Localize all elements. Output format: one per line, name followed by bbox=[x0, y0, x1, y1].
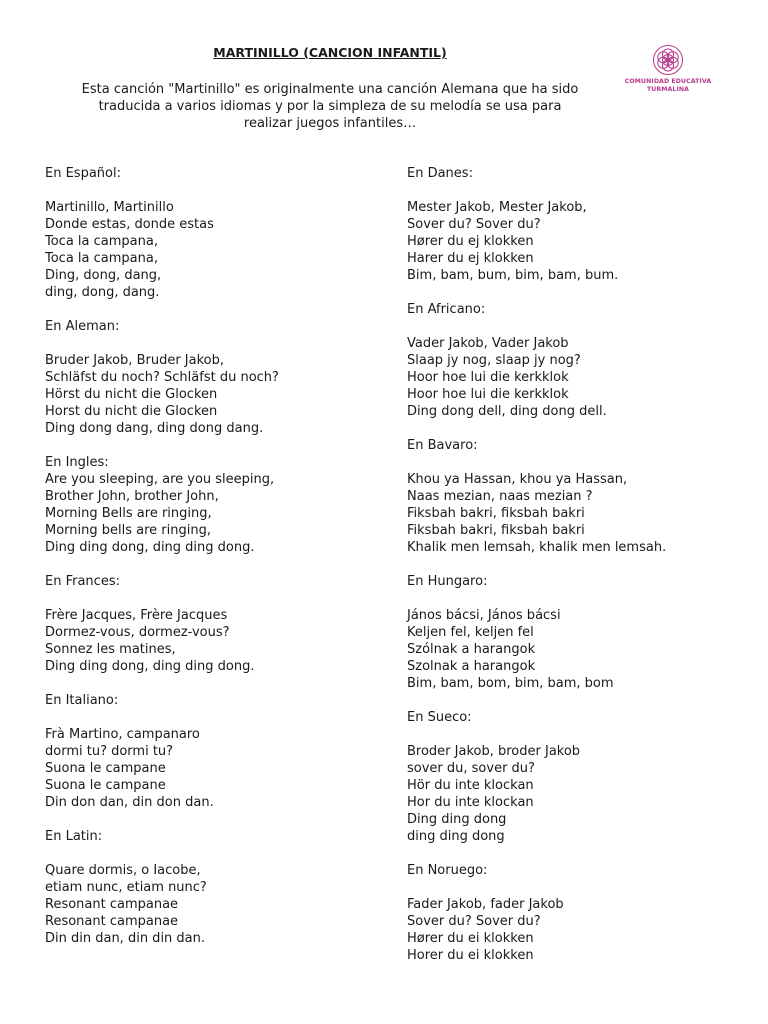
section-heading: En Danes: bbox=[407, 166, 473, 181]
lyric-line: Slaap jy nog, slaap jy nog? bbox=[407, 353, 581, 368]
lyric-line: Ding dong dell, ding dong dell. bbox=[407, 404, 607, 419]
section-heading: En Frances: bbox=[45, 574, 120, 589]
section-heading: En Español: bbox=[45, 166, 121, 181]
song-section bbox=[407, 165, 747, 301]
lyric-line: Khou ya Hassan, khou ya Hassan, bbox=[407, 472, 628, 487]
section-heading: En Africano: bbox=[407, 302, 486, 317]
section-heading: En Sueco: bbox=[407, 710, 472, 725]
logo-line-1: COMUNIDAD EDUCATIVA bbox=[624, 78, 712, 85]
lyric-line: Sonnez les matines, bbox=[45, 642, 176, 657]
lyric-line: ding, dong, dang. bbox=[45, 285, 160, 300]
section-heading: En Ingles: bbox=[45, 455, 109, 470]
lyric-line: Toca la campana, bbox=[45, 234, 158, 249]
page-title: MARTINILLO (CANCION INFANTIL) bbox=[213, 45, 447, 60]
song-section bbox=[407, 709, 747, 862]
spacer bbox=[407, 726, 747, 743]
lyric-line: Frère Jacques, Frère Jacques bbox=[45, 608, 228, 623]
right-column bbox=[407, 165, 747, 964]
spacer bbox=[407, 420, 747, 437]
lyric-line: Fader Jakob, fader Jakob bbox=[407, 897, 564, 912]
song-section bbox=[407, 437, 747, 573]
spacer bbox=[407, 284, 747, 301]
lyric-line: Morning Bells are ringing, bbox=[45, 506, 212, 521]
spacer bbox=[407, 454, 747, 471]
lyric-line: Hörst du nicht die Glocken bbox=[45, 387, 218, 402]
spacer bbox=[45, 845, 385, 862]
lyric-line: Horer du ei klokken bbox=[407, 948, 534, 963]
lyric-line: Khalik men lemsah, khalik men lemsah. bbox=[407, 540, 667, 555]
spacer bbox=[407, 879, 747, 896]
lyric-line: Bim, bam, bom, bim, bam, bom bbox=[407, 676, 614, 691]
lyric-line: Horst du nicht die Glocken bbox=[45, 404, 218, 419]
lyric-line: Schläfst du noch? Schläfst du noch? bbox=[45, 370, 279, 385]
song-section bbox=[407, 573, 747, 709]
song-section bbox=[45, 828, 385, 947]
song-section bbox=[407, 862, 747, 964]
lyric-line: Suona le campane bbox=[45, 761, 166, 776]
lyric-line: János bácsi, János bácsi bbox=[407, 608, 561, 623]
lyric-line: Bruder Jakob, Bruder Jakob, bbox=[45, 353, 224, 368]
spacer bbox=[407, 590, 747, 607]
flower-of-life-icon bbox=[652, 44, 684, 76]
spacer bbox=[45, 675, 385, 692]
song-section bbox=[45, 165, 385, 318]
lyric-line: Are you sleeping, are you sleeping, bbox=[45, 472, 275, 487]
lyric-line: Brother John, brother John, bbox=[45, 489, 219, 504]
lyric-line: Hoor hoe lui die kerkklok bbox=[407, 387, 569, 402]
logo bbox=[618, 44, 718, 94]
lyric-line: Hører du ei klokken bbox=[407, 931, 534, 946]
song-section bbox=[45, 318, 385, 454]
section-heading: En Bavaro: bbox=[407, 438, 478, 453]
spacer bbox=[45, 709, 385, 726]
lyric-line: Vader Jakob, Vader Jakob bbox=[407, 336, 569, 351]
spacer bbox=[45, 590, 385, 607]
spacer bbox=[45, 556, 385, 573]
lyric-line: Suona le campane bbox=[45, 778, 166, 793]
left-column bbox=[45, 165, 385, 947]
lyric-line: sover du, sover du? bbox=[407, 761, 535, 776]
section-heading: En Aleman: bbox=[45, 319, 120, 334]
lyric-line: Donde estas, donde estas bbox=[45, 217, 214, 232]
song-section bbox=[407, 301, 747, 437]
spacer bbox=[407, 692, 747, 709]
lyric-line: Quare dormis, o Iacobe, bbox=[45, 863, 201, 878]
lyric-line: Ding ding dong bbox=[407, 812, 507, 827]
spacer bbox=[407, 318, 747, 335]
section-heading: En Latin: bbox=[45, 829, 103, 844]
spacer bbox=[407, 556, 747, 573]
spacer bbox=[407, 845, 747, 862]
lyric-line: Resonant campanae bbox=[45, 897, 179, 912]
lyric-line: Sover du? Sover du? bbox=[407, 914, 541, 929]
spacer bbox=[45, 335, 385, 352]
lyric-line: Hör du inte klockan bbox=[407, 778, 534, 793]
song-section bbox=[45, 454, 385, 573]
lyric-line: Fiksbah bakri, fiksbah bakri bbox=[407, 523, 585, 538]
spacer bbox=[45, 437, 385, 454]
section-heading: En Hungaro: bbox=[407, 574, 488, 589]
lyric-line: Din don dan, din don dan. bbox=[45, 795, 214, 810]
song-section bbox=[45, 692, 385, 828]
lyric-line: ding ding dong bbox=[407, 829, 505, 844]
spacer bbox=[45, 811, 385, 828]
spacer bbox=[45, 301, 385, 318]
lyric-line: Mester Jakob, Mester Jakob, bbox=[407, 200, 587, 215]
lyric-line: Fiksbah bakri, fiksbah bakri bbox=[407, 506, 585, 521]
lyric-line: Ding ding dong, ding ding dong. bbox=[45, 659, 255, 674]
lyric-line: Dormez-vous, dormez-vous? bbox=[45, 625, 230, 640]
spacer bbox=[407, 182, 747, 199]
spacer bbox=[45, 182, 385, 199]
lyric-line: Hører du ej klokken bbox=[407, 234, 534, 249]
lyric-line: Bim, bam, bum, bim, bam, bum. bbox=[407, 268, 619, 283]
lyric-line: Harer du ej klokken bbox=[407, 251, 534, 266]
lyric-line: Hor du inte klockan bbox=[407, 795, 534, 810]
lyric-line: Szolnak a harangok bbox=[407, 659, 536, 674]
lyric-line: Broder Jakob, broder Jakob bbox=[407, 744, 581, 759]
lyric-line: dormi tu? dormi tu? bbox=[45, 744, 174, 759]
lyric-line: Hoor hoe lui die kerkklok bbox=[407, 370, 569, 385]
lyric-line: Ding ding dong, ding ding dong. bbox=[45, 540, 255, 555]
lyric-line: Martinillo, Martinillo bbox=[45, 200, 174, 215]
lyric-line: Resonant campanae bbox=[45, 914, 179, 929]
lyric-line: Ding dong dang, ding dong dang. bbox=[45, 421, 264, 436]
lyric-line: Toca la campana, bbox=[45, 251, 158, 266]
lyric-line: Ding, dong, dang, bbox=[45, 268, 162, 283]
lyric-line: Naas mezian, naas mezian ? bbox=[407, 489, 593, 504]
logo-text bbox=[618, 78, 718, 94]
song-section bbox=[45, 573, 385, 692]
intro-paragraph: Esta canción "Martinillo" es originalmente una canción Alemana que ha sido traducida a varios idiomas y por la simpleza de su melodía se usa para realizar juegos infantiles… bbox=[81, 82, 579, 131]
lyric-line: Keljen fel, keljen fel bbox=[407, 625, 534, 640]
lyric-line: Frà Martino, campanaro bbox=[45, 727, 200, 742]
logo-line-2: TURMALINA bbox=[646, 86, 690, 93]
lyric-line: Din din dan, din din dan. bbox=[45, 931, 206, 946]
section-heading: En Noruego: bbox=[407, 863, 488, 878]
section-heading: En Italiano: bbox=[45, 693, 119, 708]
lyric-line: Morning bells are ringing, bbox=[45, 523, 211, 538]
lyric-line: etiam nunc, etiam nunc? bbox=[45, 880, 207, 895]
lyric-line: Sover du? Sover du? bbox=[407, 217, 541, 232]
lyric-line: Szólnak a harangok bbox=[407, 642, 536, 657]
